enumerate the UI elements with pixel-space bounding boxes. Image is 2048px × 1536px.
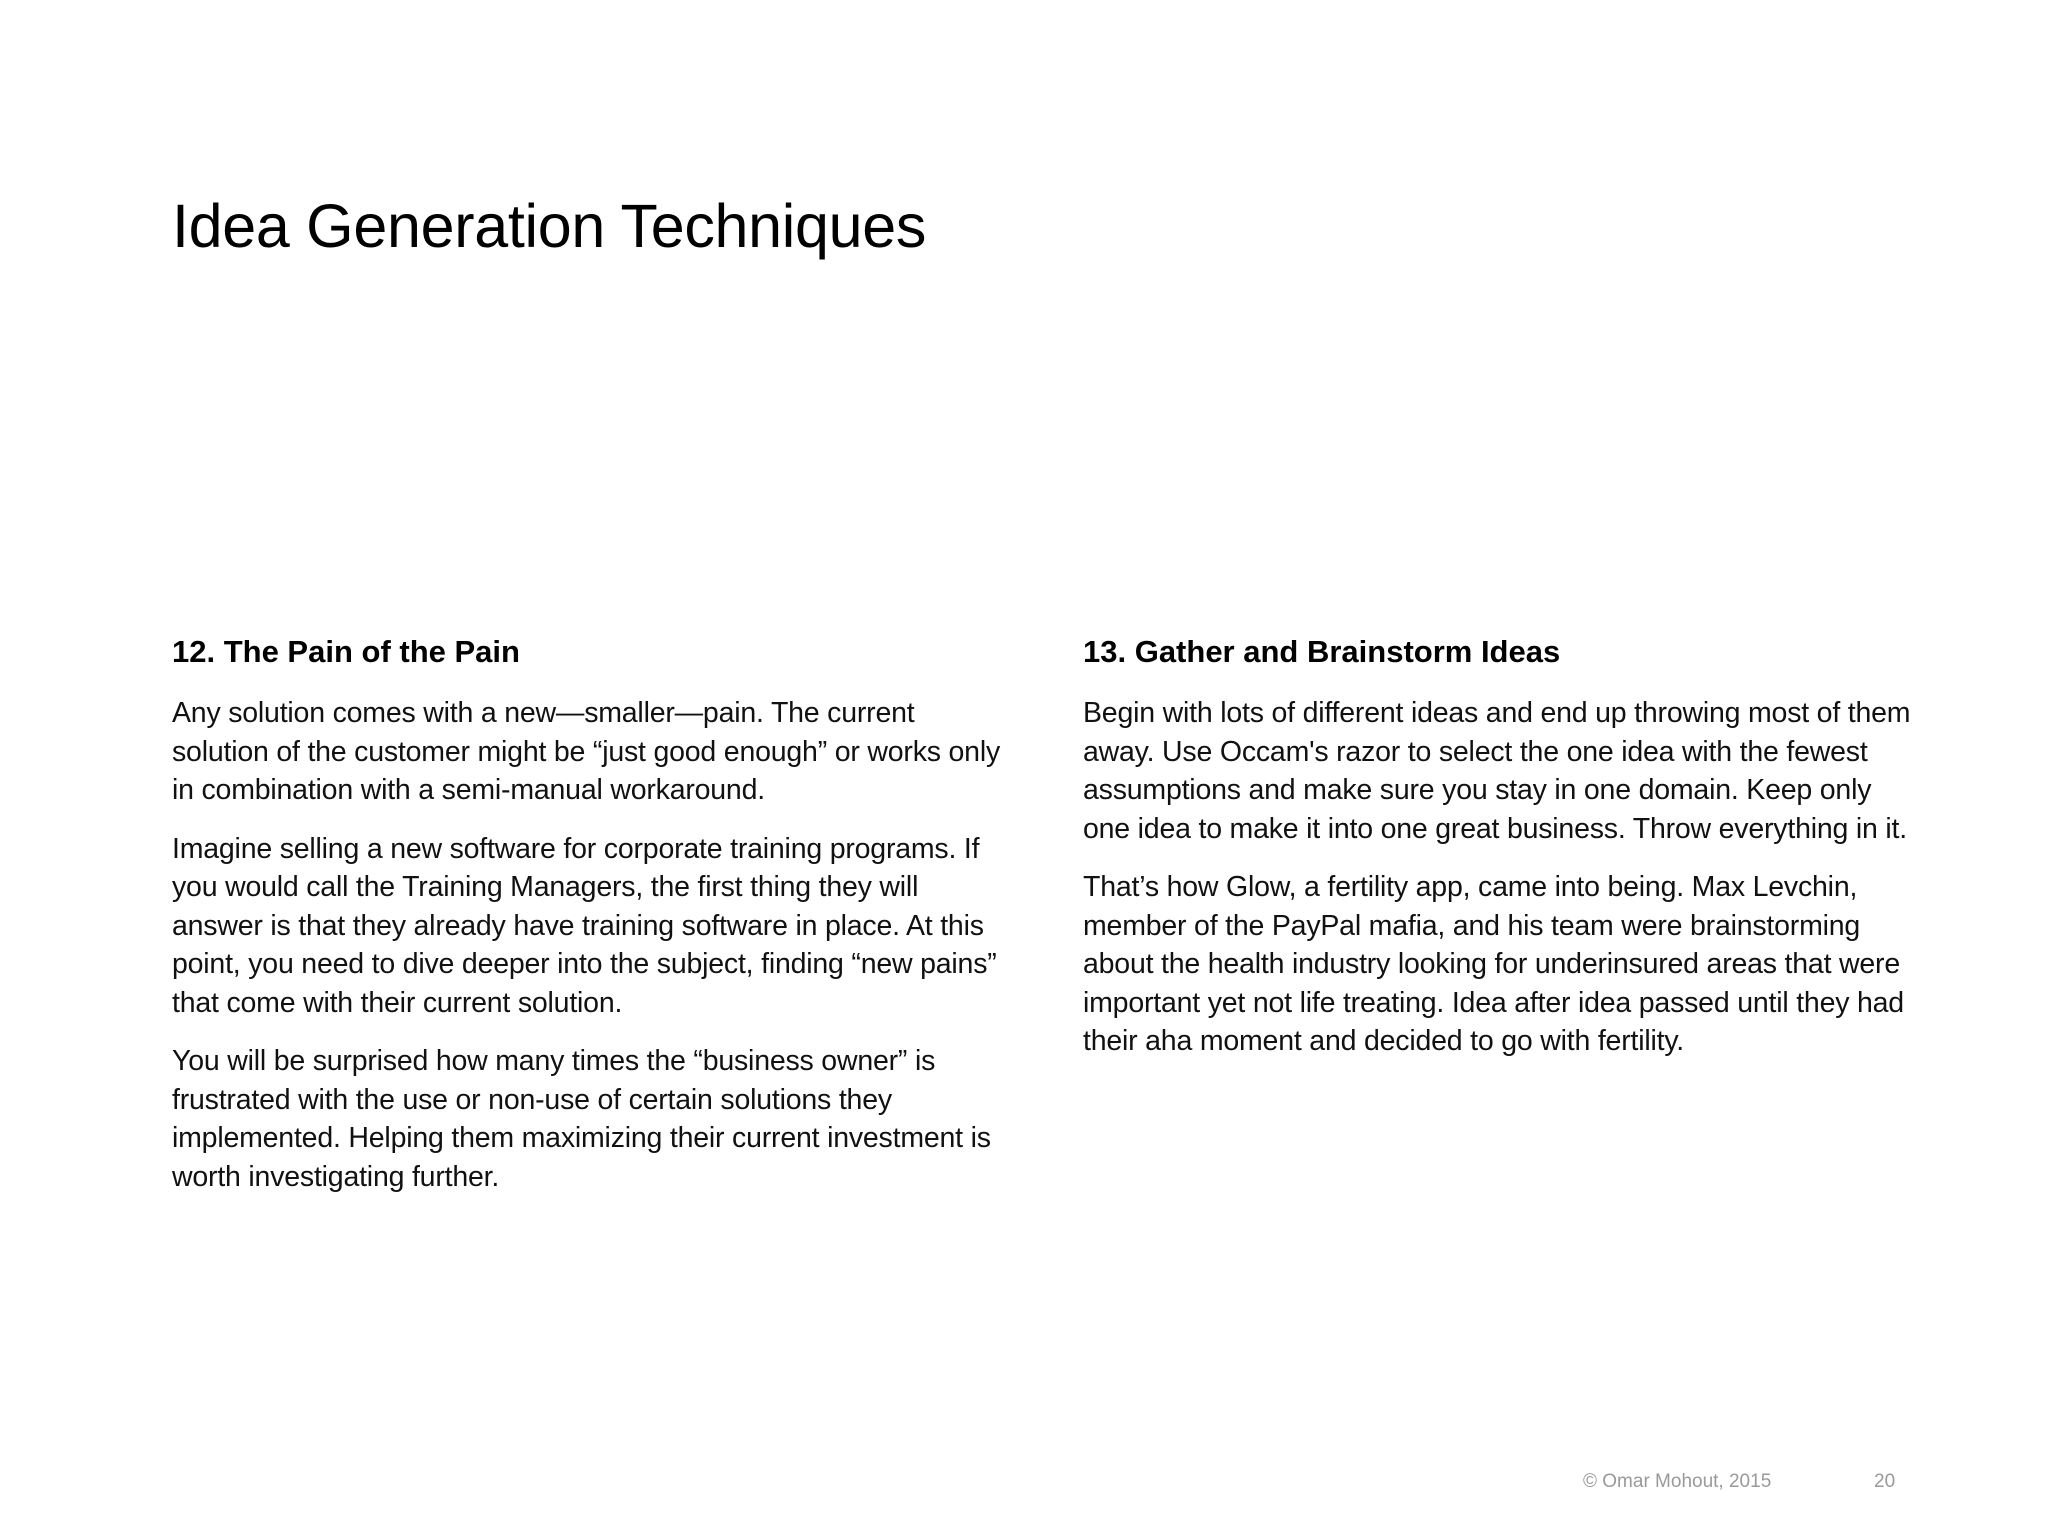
section-pain-of-the-pain <box>172 630 1002 1216</box>
page-number: 20 <box>1874 1471 1896 1492</box>
paragraph: Any solution comes with a new—smaller—pain. The current solution of the customer might be “just good enough” or works only in combination with a semi-manual workaround. <box>172 697 1000 806</box>
paragraph: Imagine selling a new software for corporate training programs. If you would call the Training Managers, the first thing they will answer is that they already have training software in place. At this point, you need to dive deeper into the subject, finding “new pains” that come with their current solution. <box>172 832 997 1019</box>
section-heading: 13. Gather and Brainstorm Ideas <box>1083 634 1561 669</box>
paragraph: You will be surprised how many times the “business owner” is frustrated with the use or non-use of certain solutions they implemented. Helping them maximizing their current investment is worth investigating further. <box>172 1045 991 1193</box>
paragraph: That’s how Glow, a fertility app, came into being. Max Levchin, member of the PayPal mafia, and his team were brainstorming about the health industry looking for underinsured areas that were important yet not life treating. Idea after idea passed until they had their aha moment and decided to go with fertility. <box>1083 871 1904 1057</box>
section-gather-and-brainstorm <box>1083 630 1913 1081</box>
section-heading: 12. The Pain of the Pain <box>172 634 520 669</box>
footer-copyright: © Omar Mohout, 2015 <box>1583 1471 1772 1492</box>
paragraph: Begin with lots of different ideas and end up throwing most of them away. Use Occam's razor to select the one idea with the fewest assumptions and make sure you stay in one domain. Keep only one idea to make it into one great business. Throw everything in it. <box>1083 697 1911 845</box>
page-title: Idea Generation Techniques <box>172 192 927 260</box>
